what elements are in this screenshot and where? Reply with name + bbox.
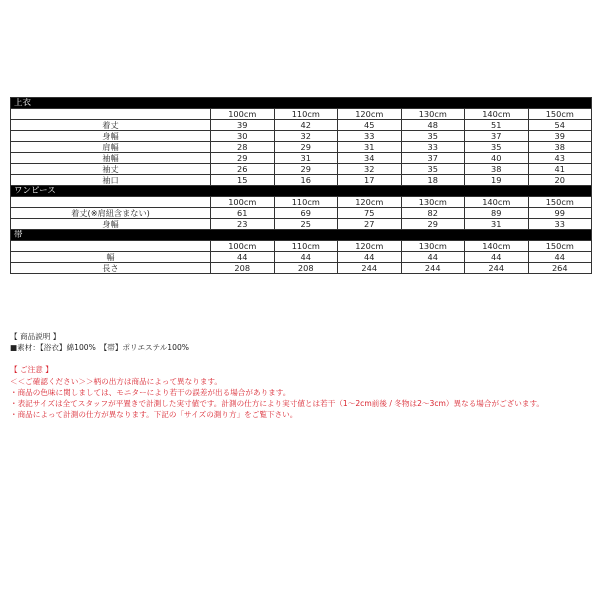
table-cell: 15 xyxy=(211,175,275,186)
table-cell: 75 xyxy=(338,208,402,219)
table-cell: 37 xyxy=(465,131,529,142)
product-description-heading: 【 商品説明 】 xyxy=(10,332,61,341)
section-title: ワンピース xyxy=(11,186,592,197)
product-notes xyxy=(10,331,595,420)
material-text: ■素材：【浴衣】綿100% 【帯】ポリエステル100% xyxy=(10,343,189,353)
table-cell: 25 xyxy=(274,219,338,230)
section-header-row xyxy=(11,230,592,241)
table-cell: 45 xyxy=(338,120,402,131)
column-header-row xyxy=(11,241,592,252)
table-cell: 42 xyxy=(274,120,338,131)
section-title: 上衣 xyxy=(11,98,592,109)
header-blank-cell xyxy=(11,197,211,208)
column-header: 100cm xyxy=(211,197,275,208)
row-label: 幅 xyxy=(11,252,211,263)
table-row xyxy=(11,208,592,219)
section-header-row xyxy=(11,186,592,197)
table-cell: 35 xyxy=(401,164,465,175)
table-cell: 33 xyxy=(338,131,402,142)
table-cell: 23 xyxy=(211,219,275,230)
section-title: 帯 xyxy=(11,230,592,241)
column-header-row xyxy=(11,197,592,208)
table-cell: 44 xyxy=(211,252,275,263)
table-cell: 89 xyxy=(465,208,529,219)
table-cell: 20 xyxy=(528,175,592,186)
table-cell: 28 xyxy=(211,142,275,153)
table-cell: 208 xyxy=(211,263,275,274)
column-header: 130cm xyxy=(401,241,465,252)
caution-line: ・商品の色味に関しましては、モニターにより若干の誤差が出る場合があります。 xyxy=(10,387,291,397)
table-cell: 32 xyxy=(338,164,402,175)
table-cell: 39 xyxy=(211,120,275,131)
table-cell: 35 xyxy=(465,142,529,153)
table-cell: 32 xyxy=(274,131,338,142)
table-cell: 82 xyxy=(401,208,465,219)
column-header: 120cm xyxy=(338,109,402,120)
column-header: 150cm xyxy=(528,109,592,120)
size-table xyxy=(10,97,592,274)
table-cell: 27 xyxy=(338,219,402,230)
table-cell: 37 xyxy=(401,153,465,164)
table-cell: 31 xyxy=(338,142,402,153)
header-blank-cell xyxy=(11,241,211,252)
table-cell: 18 xyxy=(401,175,465,186)
table-cell: 69 xyxy=(274,208,338,219)
table-row xyxy=(11,164,592,175)
table-cell: 29 xyxy=(401,219,465,230)
column-header: 140cm xyxy=(465,197,529,208)
row-label: 袖口 xyxy=(11,175,211,186)
column-header: 110cm xyxy=(274,109,338,120)
table-row xyxy=(11,219,592,230)
row-label: 身幅 xyxy=(11,131,211,142)
column-header: 140cm xyxy=(465,241,529,252)
table-cell: 38 xyxy=(528,142,592,153)
table-cell: 61 xyxy=(211,208,275,219)
table-cell: 264 xyxy=(528,263,592,274)
column-header: 100cm xyxy=(211,109,275,120)
header-blank-cell xyxy=(11,109,211,120)
table-row xyxy=(11,175,592,186)
column-header: 120cm xyxy=(338,241,402,252)
column-header: 110cm xyxy=(274,197,338,208)
table-cell: 41 xyxy=(528,164,592,175)
column-header: 150cm xyxy=(528,241,592,252)
table-cell: 208 xyxy=(274,263,338,274)
table-cell: 16 xyxy=(274,175,338,186)
table-cell: 33 xyxy=(528,219,592,230)
column-header: 120cm xyxy=(338,197,402,208)
table-row xyxy=(11,120,592,131)
column-header: 100cm xyxy=(211,241,275,252)
table-row xyxy=(11,263,592,274)
table-cell: 44 xyxy=(465,252,529,263)
table-cell: 30 xyxy=(211,131,275,142)
table-cell: 44 xyxy=(528,252,592,263)
row-label: 袖幅 xyxy=(11,153,211,164)
table-cell: 34 xyxy=(338,153,402,164)
column-header: 140cm xyxy=(465,109,529,120)
table-cell: 29 xyxy=(274,164,338,175)
table-cell: 29 xyxy=(274,142,338,153)
table-cell: 54 xyxy=(528,120,592,131)
table-cell: 51 xyxy=(465,120,529,131)
column-header-row xyxy=(11,109,592,120)
table-cell: 29 xyxy=(211,153,275,164)
table-row xyxy=(11,142,592,153)
row-label: 着丈(※肩紐含まない) xyxy=(11,208,211,219)
row-label: 肩幅 xyxy=(11,142,211,153)
table-cell: 44 xyxy=(338,252,402,263)
column-header: 150cm xyxy=(528,197,592,208)
table-cell: 99 xyxy=(528,208,592,219)
caution-line: ・表記サイズは全てスタッフが平置きで計測した実寸値です。計測の仕方により実寸値とは若干（1～2cm前後 / 冬物は2～3cm）異なる場合がございます。 xyxy=(10,399,545,409)
table-cell: 35 xyxy=(401,131,465,142)
row-label: 袖丈 xyxy=(11,164,211,175)
table-row xyxy=(11,131,592,142)
table-cell: 244 xyxy=(465,263,529,274)
table-cell: 244 xyxy=(401,263,465,274)
table-cell: 19 xyxy=(465,175,529,186)
table-cell: 244 xyxy=(338,263,402,274)
column-header: 130cm xyxy=(401,197,465,208)
table-cell: 31 xyxy=(465,219,529,230)
table-cell: 44 xyxy=(274,252,338,263)
size-chart xyxy=(10,97,591,274)
caution-line: ＜＜ご確認ください＞＞柄の出方は商品によって異なります。 xyxy=(10,376,223,386)
caution-line: ・商品によって計測の仕方が異なります。下記の「サイズの測り方」をご覧下さい。 xyxy=(10,410,298,420)
table-cell: 17 xyxy=(338,175,402,186)
table-row xyxy=(11,153,592,164)
column-header: 110cm xyxy=(274,241,338,252)
row-label: 着丈 xyxy=(11,120,211,131)
table-cell: 44 xyxy=(401,252,465,263)
row-label: 長さ xyxy=(11,263,211,274)
table-cell: 40 xyxy=(465,153,529,164)
table-cell: 38 xyxy=(465,164,529,175)
caution-heading: 【 ご注意 】 xyxy=(10,365,53,375)
table-cell: 48 xyxy=(401,120,465,131)
column-header: 130cm xyxy=(401,109,465,120)
row-label: 身幅 xyxy=(11,219,211,230)
table-row xyxy=(11,252,592,263)
section-header-row xyxy=(11,98,592,109)
table-cell: 39 xyxy=(528,131,592,142)
table-cell: 33 xyxy=(401,142,465,153)
table-cell: 31 xyxy=(274,153,338,164)
table-cell: 26 xyxy=(211,164,275,175)
table-cell: 43 xyxy=(528,153,592,164)
